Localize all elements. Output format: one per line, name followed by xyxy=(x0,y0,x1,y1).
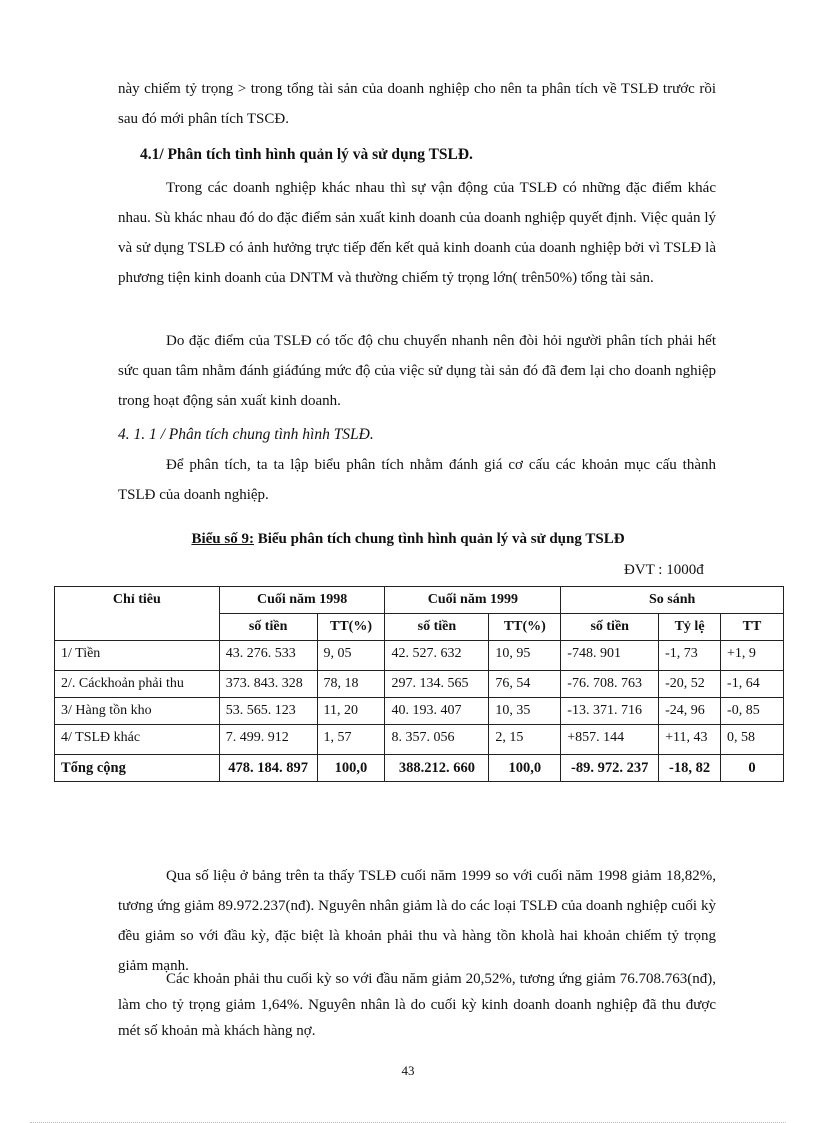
header-chi-tieu: Chỉ tiêu xyxy=(55,587,220,641)
cell: 76, 54 xyxy=(489,671,561,698)
cell: 478. 184. 897 xyxy=(219,755,317,782)
cell: 0 xyxy=(721,755,784,782)
cell: -13. 371. 716 xyxy=(561,698,659,725)
table-caption-label: Biểu số 9: xyxy=(191,531,254,547)
cell: 9, 05 xyxy=(317,641,385,671)
cell: 53. 565. 123 xyxy=(219,698,317,725)
cell: 11, 20 xyxy=(317,698,385,725)
cell: -20, 52 xyxy=(659,671,721,698)
cell: +1, 9 xyxy=(721,641,784,671)
cell: Tổng cộng xyxy=(55,755,220,782)
cell: -89. 972. 237 xyxy=(561,755,659,782)
cell: 10, 35 xyxy=(489,698,561,725)
header-so-sanh: So sánh xyxy=(561,587,784,614)
section-heading: 4.1/ Phân tích tình hình quản lý và sử dụng TSLĐ. xyxy=(140,146,473,163)
paragraph-2: Do đặc điểm của TSLĐ có tốc độ chu chuyển nhanh nên đòi hỏi người phân tích phải hết sức quan tâm nhằm đánh giáđúng mức độ của việc sử dụng tài sản đó đã đem lại cho doanh nghiệp trong hoạt động sản xuất kinh doanh. xyxy=(118,333,716,409)
cell: 373. 843. 328 xyxy=(219,671,317,698)
cell: 4/ TSLĐ khác xyxy=(55,725,220,755)
cell: 100,0 xyxy=(317,755,385,782)
cell: 3/ Hàng tồn kho xyxy=(55,698,220,725)
table-row xyxy=(55,641,784,671)
cell: -18, 82 xyxy=(659,755,721,782)
sub-so-tien-1998: số tiền xyxy=(219,614,317,641)
cell: 40. 193. 407 xyxy=(385,698,489,725)
subsection-heading: 4. 1. 1 / Phân tích chung tình hình TSLĐ. xyxy=(118,426,374,443)
sub-tt-compare: TT xyxy=(721,614,784,641)
table-total-row xyxy=(55,755,784,782)
cell: -24, 96 xyxy=(659,698,721,725)
intro-paragraph: này chiếm tỷ trọng > trong tổng tài sản của doanh nghiệp cho nên ta phân tích về TSLĐ trước rồi sau đó mới phân tích TSCĐ. xyxy=(118,81,716,127)
cell: -76. 708. 763 xyxy=(561,671,659,698)
table-header-row xyxy=(55,587,784,614)
table-caption-text: Biểu phân tích chung tình hình quản lý và sử dụng TSLĐ xyxy=(253,531,625,547)
sub-so-tien-compare: số tiền xyxy=(561,614,659,641)
table-row xyxy=(55,671,784,698)
paragraph-5: Các khoản phải thu cuối kỳ so với đầu năm giảm 20,52%, tương ứng giảm 76.708.763(nđ), làm cho tỷ trọng giảm 1,64%. Nguyên nhân là do cuối kỳ kinh doanh doanh nghiệp đã thu được mét số khoản mà khách hàng nợ. xyxy=(118,971,716,1039)
cell: 43. 276. 533 xyxy=(219,641,317,671)
cell: 7. 499. 912 xyxy=(219,725,317,755)
cell: 2/. Cáckhoản phải thu xyxy=(55,671,220,698)
cell: 1/ Tiền xyxy=(55,641,220,671)
cell: 388.212. 660 xyxy=(385,755,489,782)
cell: +11, 43 xyxy=(659,725,721,755)
sub-ty-le: Tỷ lệ xyxy=(659,614,721,641)
cell: -748. 901 xyxy=(561,641,659,671)
unit-label: ĐVT : 1000đ xyxy=(624,562,704,578)
cell: 2, 15 xyxy=(489,725,561,755)
paragraph-3: Để phân tích, ta ta lập biểu phân tích nhằm đánh giá cơ cấu các khoản mục cấu thành TSLĐ của doanh nghiệp. xyxy=(118,457,716,503)
cell: 0, 58 xyxy=(721,725,784,755)
cell: 10, 95 xyxy=(489,641,561,671)
cell: 297. 134. 565 xyxy=(385,671,489,698)
table-row xyxy=(55,725,784,755)
cell: -1, 73 xyxy=(659,641,721,671)
cell: 8. 357. 056 xyxy=(385,725,489,755)
cell: 100,0 xyxy=(489,755,561,782)
paragraph-1: Trong các doanh nghiệp khác nhau thì sự vận động của TSLĐ có những đặc điểm khác nhau. Sù khác nhau đó do đặc điểm sản xuất kinh doanh của doanh nghiệp quyết định. Việc quản lý và sử dụng TSLĐ có ảnh hưởng trực tiếp đến kết quả kinh doanh của doanh nghiệp bởi vì TSLĐ là phương tiện kinh doanh của DNTM và thường chiếm tỷ trọng lớn( trên50%) tổng tài sản. xyxy=(118,180,716,286)
sub-so-tien-1999: số tiền xyxy=(385,614,489,641)
cell: -0, 85 xyxy=(721,698,784,725)
cell: -1, 64 xyxy=(721,671,784,698)
table-caption xyxy=(0,531,816,548)
cell: 78, 18 xyxy=(317,671,385,698)
table-row xyxy=(55,698,784,725)
cell: 1, 57 xyxy=(317,725,385,755)
header-1998: Cuối năm 1998 xyxy=(219,587,385,614)
page-number: 43 xyxy=(401,1063,415,1078)
header-1999: Cuối năm 1999 xyxy=(385,587,561,614)
cell: +857. 144 xyxy=(561,725,659,755)
sub-tt-1999: TT(%) xyxy=(489,614,561,641)
cell: 42. 527. 632 xyxy=(385,641,489,671)
tsld-table xyxy=(54,586,784,782)
paragraph-4: Qua số liệu ở bảng trên ta thấy TSLĐ cuối năm 1999 so với cuối năm 1998 giảm 18,82%, tương ứng giảm 89.972.237(nđ). Nguyên nhân giảm là do các loại TSLĐ của doanh nghiệp cuối kỳ đều giảm so với đầu kỳ, đặc biệt là khoản phải thu và hàng tồn kholà hai khoản chiếm tỷ trọng giảm mạnh. xyxy=(118,868,716,974)
sub-tt-1998: TT(%) xyxy=(317,614,385,641)
